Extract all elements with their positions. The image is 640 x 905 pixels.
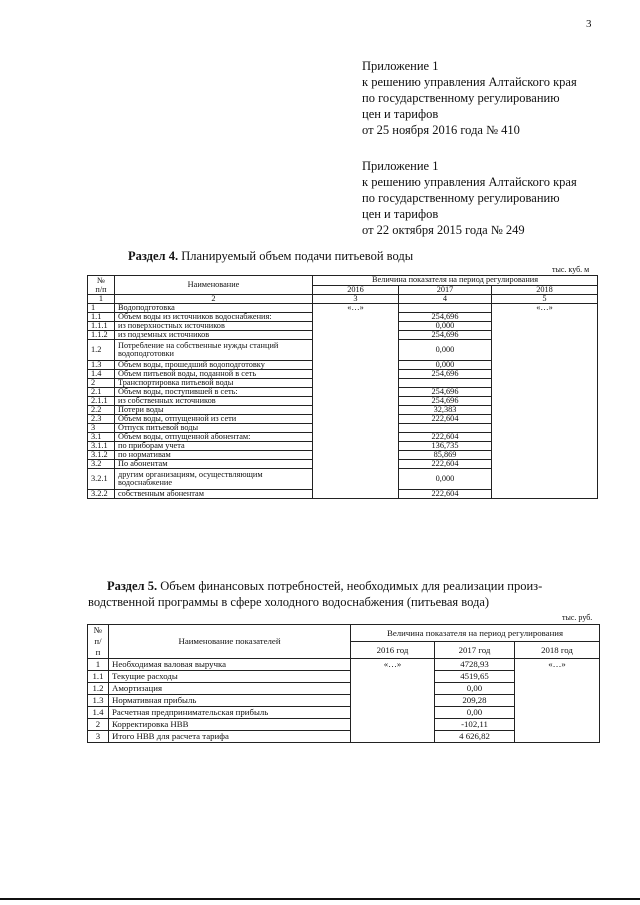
row-number: 3.1.2 (88, 451, 115, 460)
table-row (88, 304, 598, 313)
header-year: 2016 год (351, 642, 435, 659)
omitted-value-2018: «…» (492, 304, 598, 499)
row-name: из поверхностных источников (115, 322, 313, 331)
row-number: 2.1 (88, 388, 115, 397)
section4-title-bold: Раздел 4. (128, 249, 179, 263)
row-number: 1.4 (88, 370, 115, 379)
value-2017: 0,000 (399, 322, 492, 331)
row-name: Необходимая валовая выручка (109, 659, 351, 671)
header-year: 2017 (399, 285, 492, 295)
row-name: По абонентам (115, 460, 313, 469)
header-name: Наименование (115, 276, 313, 295)
value-2017: 0,00 (435, 707, 515, 719)
annex-line: Приложение 1 (362, 59, 439, 73)
column-number: 4 (399, 295, 492, 304)
row-name: Нормативная прибыль (109, 695, 351, 707)
row-number: 2 (88, 379, 115, 388)
row-name: Водоподготовка (115, 304, 313, 313)
value-2017: 136,735 (399, 442, 492, 451)
row-number: 3 (88, 424, 115, 433)
row-name: Текущие расходы (109, 671, 351, 683)
value-2017: 254,696 (399, 388, 492, 397)
section4-title-text: Планируемый объем подачи питьевой воды (178, 249, 414, 263)
row-name: Объем воды, отпущенной абонентам: (115, 433, 313, 442)
header-name: Наименование показателей (109, 625, 351, 659)
header-year: 2018 год (515, 642, 600, 659)
row-name: из подземных источников (115, 331, 313, 340)
value-2017: 4519,65 (435, 671, 515, 683)
annex-line: от 22 октября 2015 года № 249 (362, 223, 525, 237)
row-name: Амортизация (109, 683, 351, 695)
row-number: 1 (88, 304, 115, 313)
header-no: № п/ п (88, 625, 109, 659)
value-2017: 222,604 (399, 415, 492, 424)
row-name: Потребление на собственные нужды станций водоподготовки (115, 340, 313, 361)
value-2017: 209,28 (435, 695, 515, 707)
row-name: Расчетная предпринимательская прибыль (109, 707, 351, 719)
row-number: 1.3 (88, 361, 115, 370)
row-name: собственным абонентам (115, 490, 313, 499)
omitted-value-2018: «…» (515, 659, 600, 743)
row-name: другим организациям, осуществляющим водоснабжение (115, 469, 313, 490)
annex-line: по государственному регулированию (362, 91, 560, 105)
row-name: Объем воды, поступившей в сеть: (115, 388, 313, 397)
row-number: 3.1 (88, 433, 115, 442)
column-number: 3 (313, 295, 399, 304)
value-2017: 254,696 (399, 313, 492, 322)
section4-title (128, 249, 413, 264)
annex-line: по государственному регулированию (362, 191, 560, 205)
section5-title-bold: Раздел 5. (107, 579, 158, 593)
header-year: 2018 (492, 285, 598, 295)
section4-table (87, 275, 598, 499)
value-2017 (399, 379, 492, 388)
header-period: Величина показателя на период регулирования (313, 276, 598, 286)
row-name: Отпуск питьевой воды (115, 424, 313, 433)
row-number: 1.3 (88, 695, 109, 707)
row-name: по приборам учета (115, 442, 313, 451)
row-name: Объем воды из источников водоснабжения: (115, 313, 313, 322)
value-2017: 0,000 (399, 469, 492, 490)
section5-table (87, 624, 600, 743)
row-name: Потери воды (115, 406, 313, 415)
section5-title-line2: водственной программы в сфере холодного водоснабжения (питьевая вода) (88, 595, 490, 609)
table-row (88, 659, 600, 671)
row-number: 3.2.1 (88, 469, 115, 490)
value-2017 (399, 304, 492, 313)
header-year: 2017 год (435, 642, 515, 659)
row-number: 1.2 (88, 340, 115, 361)
page-number: 3 (586, 18, 592, 30)
row-number: 1.1 (88, 671, 109, 683)
header-no: № п/п (88, 276, 115, 295)
row-number: 1.1.1 (88, 322, 115, 331)
value-2017: 0,00 (435, 683, 515, 695)
row-number: 1.1.2 (88, 331, 115, 340)
value-2017: 222,604 (399, 460, 492, 469)
column-number: 5 (492, 295, 598, 304)
row-number: 2.3 (88, 415, 115, 424)
row-name: Объем воды, отпущенной из сети (115, 415, 313, 424)
annex-line: к решению управления Алтайского края (362, 75, 577, 89)
annex-line: от 25 ноября 2016 года № 410 (362, 123, 520, 137)
value-2017: 0,000 (399, 361, 492, 370)
section5-unit: тыс. руб. (562, 613, 593, 622)
row-number: 2.2 (88, 406, 115, 415)
value-2017: 222,604 (399, 433, 492, 442)
row-name: Транспортировка питьевой воды (115, 379, 313, 388)
annex-line: к решению управления Алтайского края (362, 175, 577, 189)
row-number: 2 (88, 719, 109, 731)
row-name: по нормативам (115, 451, 313, 460)
value-2017: 222,604 (399, 490, 492, 499)
row-name: Итого НВВ для расчета тарифа (109, 731, 351, 743)
section4-unit: тыс. куб. м (552, 265, 590, 274)
row-number: 3 (88, 731, 109, 743)
row-number: 1.4 (88, 707, 109, 719)
value-2017: -102,11 (435, 719, 515, 731)
value-2017: 85,869 (399, 451, 492, 460)
header-period: Величина показателя на период регулирования (351, 625, 600, 642)
annex-line: Приложение 1 (362, 159, 439, 173)
annex-line: цен и тарифов (362, 207, 439, 221)
value-2017: 4728,93 (435, 659, 515, 671)
omitted-value-2016: «…» (351, 659, 435, 743)
section5-title-line1: Объем финансовых потребностей, необходимых для реализации произ- (157, 579, 543, 593)
annex-current (362, 58, 577, 138)
header-year: 2016 (313, 285, 399, 295)
value-2017: 0,000 (399, 340, 492, 361)
value-2017: 254,696 (399, 331, 492, 340)
row-name: Объем воды, прошедший водоподготовку (115, 361, 313, 370)
value-2017: 254,696 (399, 397, 492, 406)
row-number: 2.1.1 (88, 397, 115, 406)
annex-previous (362, 158, 577, 238)
value-2017: 254,696 (399, 370, 492, 379)
row-number: 1.1 (88, 313, 115, 322)
annex-line: цен и тарифов (362, 107, 439, 121)
row-name: Объем питьевой воды, поданной в сеть (115, 370, 313, 379)
section5-title (88, 578, 543, 610)
row-name: Корректировка НВВ (109, 719, 351, 731)
row-number: 1 (88, 659, 109, 671)
column-number: 2 (115, 295, 313, 304)
row-number: 3.2 (88, 460, 115, 469)
row-name: из собственных источников (115, 397, 313, 406)
value-2017: 32,383 (399, 406, 492, 415)
row-number: 3.1.1 (88, 442, 115, 451)
page-bottom-border (0, 898, 640, 900)
omitted-value-2016: «…» (313, 304, 399, 499)
value-2017: 4 626,82 (435, 731, 515, 743)
row-number: 1.2 (88, 683, 109, 695)
column-number: 1 (88, 295, 115, 304)
value-2017 (399, 424, 492, 433)
row-number: 3.2.2 (88, 490, 115, 499)
